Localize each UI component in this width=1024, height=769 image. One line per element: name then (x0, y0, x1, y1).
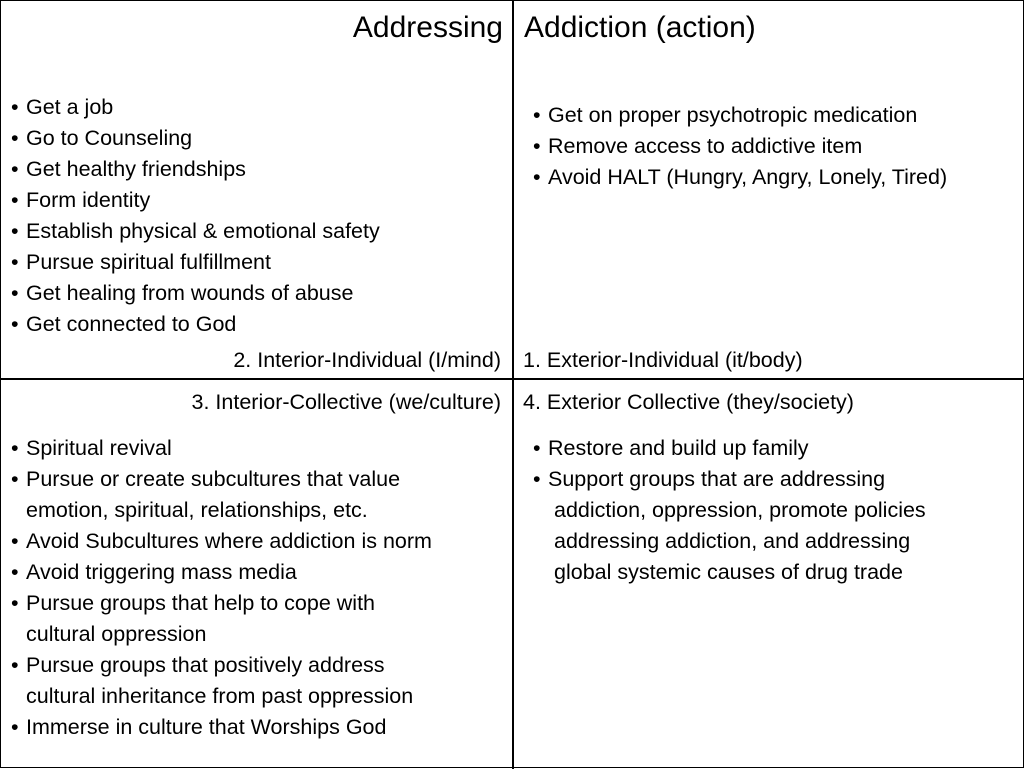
list-item: • Support groups that are addressing addiction, oppression, promote policies addressing addiction, and addressing global systemic causes of drug trade (533, 464, 926, 588)
exterior-collective-label: 4. Exterior Collective (they/society) (523, 390, 854, 414)
interior-collective-list (11, 433, 432, 743)
title-right: Addiction (action) (524, 11, 756, 44)
list-item: • Get on proper psychotropic medication (533, 100, 947, 131)
exterior-individual-list (533, 100, 947, 193)
list-item: • Avoid Subcultures where addiction is norm (11, 526, 432, 557)
list-item: • Immerse in culture that Worships God (11, 712, 432, 743)
title-left: Addressing (352, 11, 503, 44)
vertical-divider (512, 1, 514, 769)
list-item: • Establish physical & emotional safety (11, 216, 380, 247)
list-item: • Pursue groups that positively address cultural inheritance from past oppression (11, 650, 432, 712)
list-item: • Spiritual revival (11, 433, 432, 464)
list-item: • Avoid HALT (Hungry, Angry, Lonely, Tired) (533, 162, 947, 193)
interior-collective-label: 3. Interior-Collective (we/culture) (191, 390, 501, 414)
list-item: • Get connected to God (11, 309, 380, 340)
exterior-collective-list (533, 433, 926, 588)
list-item: • Pursue or create subcultures that value emotion, spiritual, relationships, etc. (11, 464, 432, 526)
list-item: • Get healing from wounds of abuse (11, 278, 380, 309)
horizontal-divider (1, 378, 1024, 380)
interior-individual-list (11, 92, 380, 340)
list-item: • Remove access to addictive item (533, 131, 947, 162)
list-item: • Form identity (11, 185, 380, 216)
list-item: • Pursue spiritual fulfillment (11, 247, 380, 278)
list-item: • Get a job (11, 92, 380, 123)
list-item: • Avoid triggering mass media (11, 557, 432, 588)
interior-individual-label: 2. Interior-Individual (I/mind) (233, 348, 501, 372)
list-item: • Pursue groups that help to cope with cultural oppression (11, 588, 432, 650)
exterior-individual-label: 1. Exterior-Individual (it/body) (523, 348, 803, 372)
list-item: • Go to Counseling (11, 123, 380, 154)
list-item: • Get healthy friendships (11, 154, 380, 185)
list-item: • Restore and build up family (533, 433, 926, 464)
